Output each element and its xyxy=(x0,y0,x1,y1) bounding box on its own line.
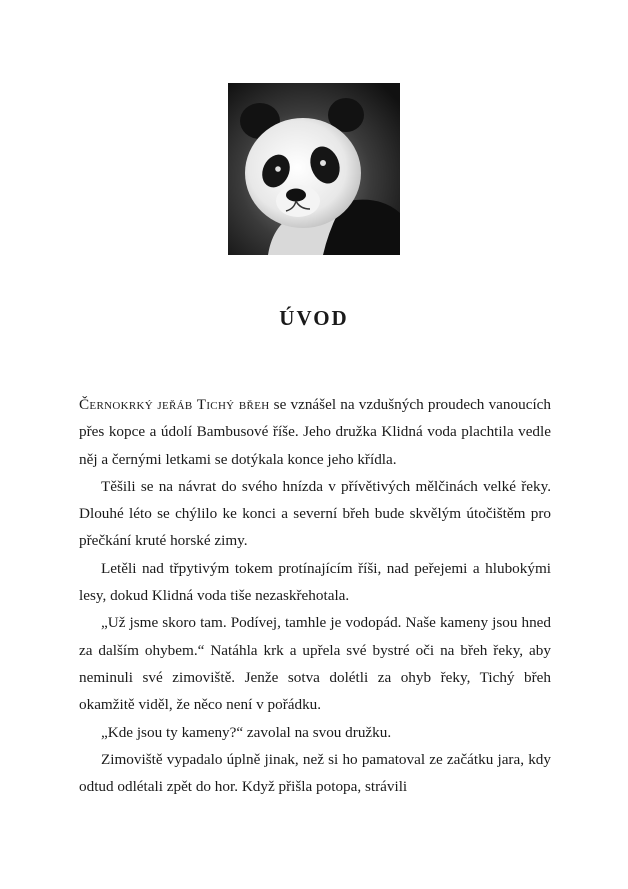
paragraph-6: Zimoviště vypadalo úplně jinak, než si ho pamatoval ze začátku jara, kdy odtud odlétali zpět do hor. Když přišla potopa, strávili xyxy=(79,750,551,796)
paragraph-3: Letěli nad třpytivým tokem protínajícím říši, nad peřejemi a hlubokými lesy, dokud Klidná voda tiše nezaskřehotala. xyxy=(79,559,551,605)
panda-portrait-icon xyxy=(228,83,400,255)
chapter-body xyxy=(79,391,551,800)
paragraph-1-text: se vznášel na vzdušných proudech vanoucích přes kopce a údolí Bambusové říše. Jeho družka Klidná voda plachtila vedle něj a černými letkami se dotýkala konce jeho křídla. xyxy=(79,396,552,468)
paragraph-4: „Už jsme skoro tam. Podívej, tamhle je vodopád. Naše kameny jsou hned za dalším ohybem.“ Natáhla krk a upřela své bystré oči na břeh řeky, aby neminuli své zimoviště. Jenže sotva dolétli za ohyb řeky, Tichý břeh okamžitě viděl, že něco není v pořádku. xyxy=(79,614,551,714)
chapter-title: ÚVOD xyxy=(279,306,349,330)
paragraph-2: Těšili se na návrat do svého hnízda v přívětivých mělčinách velké řeky. Dlouhé léto se chýlilo ke konci a severní břeh bude skvělým útočištěm pro přečkání kruté horské zimy. xyxy=(79,477,551,550)
paragraph-5: „Kde jsou ty kameny?“ zavolal na svou družku. xyxy=(101,723,392,741)
paragraph-1 xyxy=(79,391,551,473)
paragraph-lead-in: Černokrký jeřáb Tichý břeh xyxy=(79,396,270,413)
